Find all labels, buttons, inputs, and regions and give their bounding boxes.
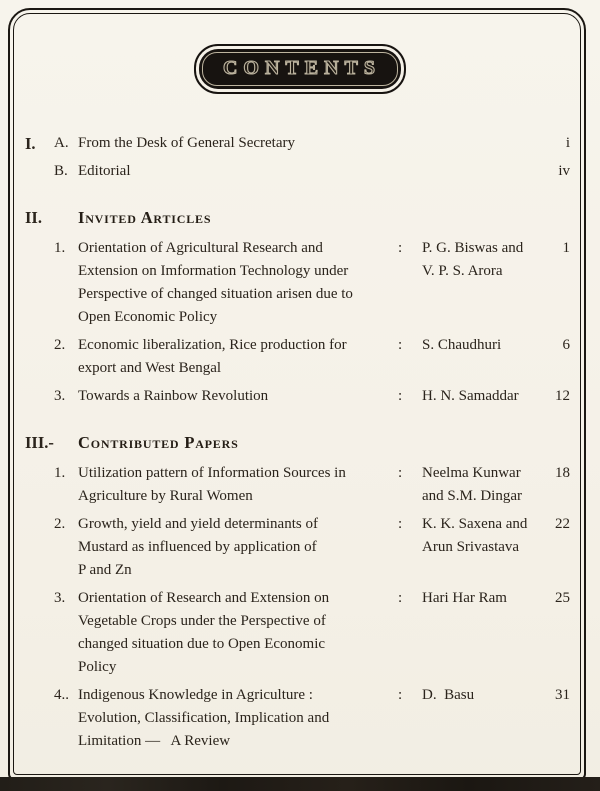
entry-title: [78, 587, 394, 679]
entry-title-line: Limitation — A Review: [78, 733, 231, 749]
entry-title: [78, 334, 394, 380]
entry-title-line: P and Zn: [78, 562, 132, 578]
toc-entry: [25, 385, 571, 408]
entry-title: [78, 237, 394, 329]
contents-title-badge: [194, 44, 406, 94]
entry-number: 3.: [54, 388, 66, 404]
contents-badge-body: [199, 49, 401, 89]
entry-authors: [422, 237, 548, 283]
colon-separator: :: [398, 337, 403, 353]
toc: [25, 132, 571, 758]
entry-title: [78, 462, 394, 508]
entry-title: [78, 160, 394, 183]
section-numeral: III.-: [25, 433, 54, 452]
entry-title-line: Economic liberalization, Rice production for: [78, 337, 347, 353]
entry-authors: [422, 587, 548, 610]
entry-authors: [422, 334, 548, 357]
entry-title: [78, 684, 394, 753]
toc-entry: [25, 684, 571, 753]
entry-title-line: Indigenous Knowledge in Agriculture :: [78, 687, 313, 703]
page-number: 6: [562, 337, 570, 353]
entry-title: [78, 385, 394, 408]
toc-entry: [25, 237, 571, 329]
bottom-scan-bar: [0, 777, 600, 791]
entry-title-line: export and West Bengal: [78, 360, 222, 376]
entry-title-line: Perspective of changed situation arisen due to: [78, 286, 353, 302]
entry-author-line: H. N. Samaddar: [422, 388, 519, 404]
toc-entry: [25, 513, 571, 582]
entry-title-line: Open Economic Policy: [78, 309, 218, 325]
page-number: 1: [562, 240, 570, 256]
entry-title-line: Evolution, Classification, Implication and: [78, 710, 330, 726]
entry-title-line: Mustard as influenced by application of: [78, 539, 317, 555]
entry-title-line: Orientation of Agricultural Research and: [78, 240, 323, 256]
colon-separator: :: [398, 465, 403, 481]
entry-number: 1.: [54, 240, 66, 256]
entry-title: [78, 132, 394, 155]
entry-number: 1.: [54, 465, 66, 481]
entry-title-line: Extension on Imformation Technology under: [78, 263, 349, 279]
entry-authors: [422, 684, 548, 707]
colon-separator: :: [398, 590, 403, 606]
entry-title-line: Editorial: [78, 163, 131, 179]
toc-entry: [25, 160, 571, 183]
colon-separator: :: [398, 240, 403, 256]
section-heading: Contributed Papers: [78, 433, 239, 452]
section-heading: Invited Articles: [78, 208, 212, 227]
entry-author-line: V. P. S. Arora: [422, 263, 503, 279]
entry-author-line: Arun Srivastava: [422, 539, 520, 555]
entry-author-line: and S.M. Dingar: [422, 488, 522, 504]
entry-title-line: Policy: [78, 659, 117, 675]
toc-entry: [25, 132, 571, 155]
entry-title-line: Agriculture by Rural Women: [78, 488, 253, 504]
page-number: 22: [555, 516, 570, 532]
entry-author-line: S. Chaudhuri: [422, 337, 502, 353]
entry-number: 2.: [54, 337, 66, 353]
entry-authors: [422, 385, 548, 408]
section-heading-row: [25, 206, 571, 229]
page-number: 12: [555, 388, 570, 404]
entry-number: A.: [54, 135, 69, 151]
entry-number: 2.: [54, 516, 66, 532]
entry-author-line: K. K. Saxena and: [422, 516, 528, 532]
entry-authors: [422, 462, 548, 508]
entry-author-line: Neelma Kunwar: [422, 465, 521, 481]
entry-title-line: Towards a Rainbow Revolution: [78, 388, 269, 404]
entry-number: 3.: [54, 590, 66, 606]
page-number: iv: [558, 163, 570, 179]
page-number: 25: [555, 590, 570, 606]
colon-separator: :: [398, 388, 403, 404]
toc-entry: [25, 334, 571, 380]
toc-entry: [25, 462, 571, 508]
entry-title-line: Growth, yield and yield determinants of: [78, 516, 318, 532]
entry-title-line: Utilization pattern of Information Sources in: [78, 465, 346, 481]
entry-title: [78, 513, 394, 582]
page-number: 31: [555, 687, 570, 703]
contents-badge-inner-outline: [202, 52, 398, 86]
entry-title-line: changed situation due to Open Economic: [78, 636, 326, 652]
section-numeral: II.: [25, 208, 42, 227]
entry-number: 4..: [54, 687, 69, 703]
toc-entry: [25, 587, 571, 679]
colon-separator: :: [398, 687, 403, 703]
section-heading-row: [25, 431, 571, 454]
colon-separator: :: [398, 516, 403, 532]
entry-number: B.: [54, 163, 68, 179]
entry-title-line: From the Desk of General Secretary: [78, 135, 296, 151]
section-numeral: I.: [25, 134, 36, 153]
page-number: i: [565, 135, 570, 151]
page-number: 18: [555, 465, 570, 481]
entry-author-line: D. Basu: [422, 687, 475, 703]
entry-title-line: Vegetable Crops under the Perspective of: [78, 613, 326, 629]
entry-author-line: Hari Har Ram: [422, 590, 507, 606]
entry-authors: [422, 513, 548, 559]
entry-title-line: Orientation of Research and Extension on: [78, 590, 330, 606]
page-title: CONTENTS: [222, 57, 382, 79]
entry-author-line: P. G. Biswas and: [422, 240, 524, 256]
